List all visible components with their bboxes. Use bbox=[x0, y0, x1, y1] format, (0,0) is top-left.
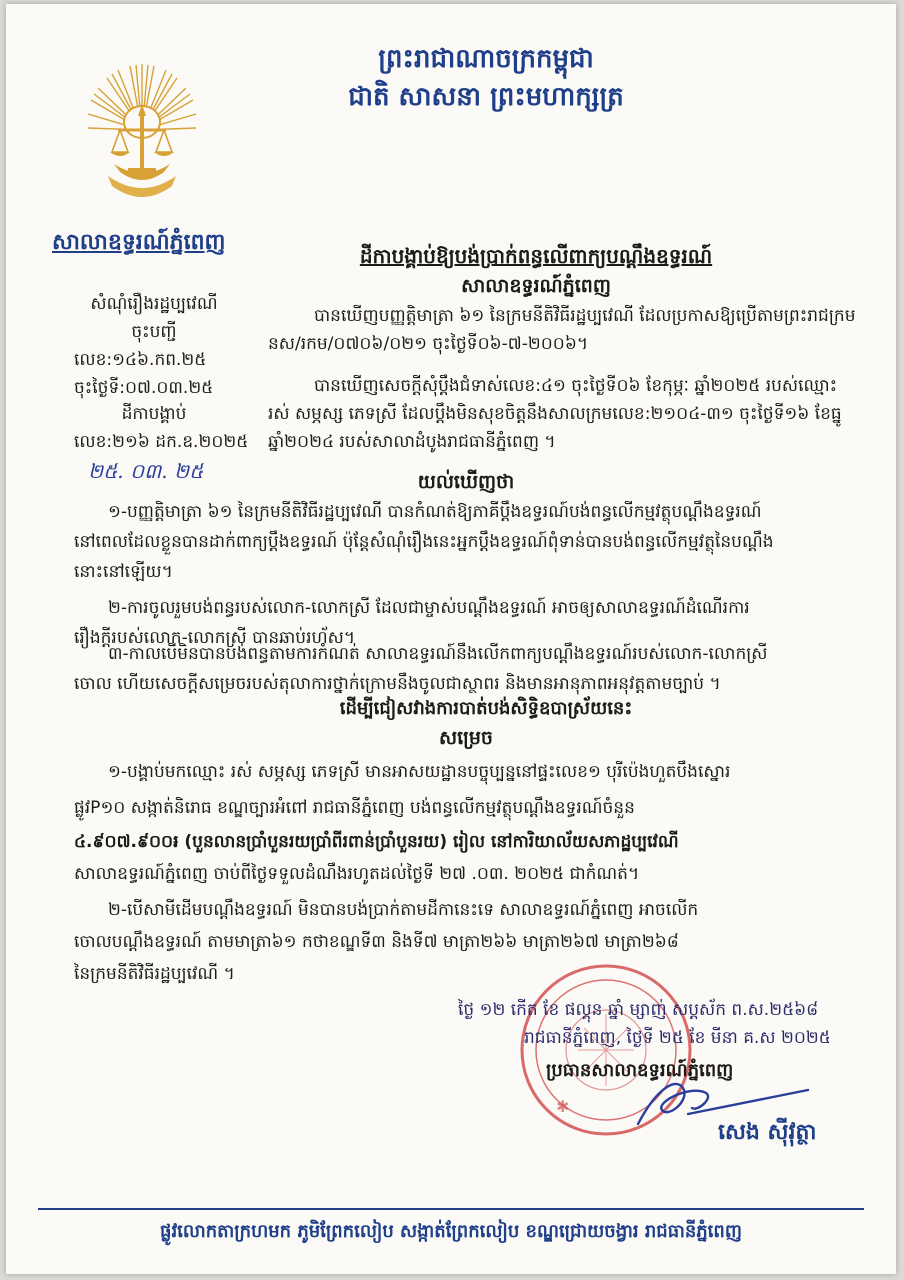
footer-address: ផ្លូវលោកតាក្រហមក ភូមិព្រែកលៀប សង្កាត់ព្រែកលៀប ខណ្ឌជ្រោយចង្វារ រាជធានីភ្នំពេញ bbox=[160, 1221, 742, 1242]
decision-line: ផ្លូវP១០ សង្កាត់និរោធ ខណ្ឌច្បារអំពៅ រាជធានីភ្នំពេញ បង់ពន្ធលើកម្មវត្ថុបណ្តឹងឧទ្ធរណ៍ចំនួន bbox=[74, 798, 635, 818]
document-page bbox=[6, 4, 896, 1274]
case-number: លេខ:១៤៦.កព.២៥ bbox=[74, 350, 207, 370]
preamble-line-4: រស់ សម្ភស្ស ភេទស្រី ដែលប្តឹងមិនសុខចិត្តនឹងសាលក្រមលេខ:២១០៤-៣១ ចុះថ្ងៃទី១៦ ខែធ្នូ bbox=[268, 404, 842, 424]
court-name: សាលាឧទ្ធរណ៍ភ្នំពេញ bbox=[52, 230, 226, 255]
preamble-line-2: នស/រកម/០៧០៦/០២១ ចុះថ្ងៃទី០៦-៧-២០០៦។ bbox=[268, 334, 589, 354]
decision-line: ៤.៩០៧.៩០០៛ (បួនលានប្រាំបួនរយប្រាំពីរពាន់ប្រាំបួនរយ) រៀល នៅការិយាល័យសភាដ្ឋប្បវេណី bbox=[74, 832, 679, 852]
considering-line: នោះនៅឡើយ។ bbox=[74, 562, 173, 582]
case-date: ចុះថ្ងៃទី:០៧.០៣.២៥ bbox=[74, 378, 214, 398]
order-label: ដីកាបង្គាប់ bbox=[121, 404, 187, 424]
document-title: ដីកាបង្គាប់ឱ្យបង់ប្រាក់ពន្ធលើពាក្យបណ្តឹងឧទ្ធរណ៍ bbox=[359, 244, 713, 268]
considering-line: ២-ការចូលរួមបង់ពន្ធរបស់លោក-លោកស្រី ដែលជាម្ចាស់បណ្តឹងឧទ្ធរណ៍ អាចឲ្យសាលាឧទ្ធរណ៍ដំណើរការ bbox=[108, 598, 750, 618]
signatory-title: ប្រធានសាលាឧទ្ធរណ៍ភ្នំពេញ bbox=[546, 1060, 734, 1081]
considering-line: រឿងក្តីរបស់លោក-លោកស្រី បានឆាប់រហ័ស។ bbox=[74, 628, 356, 648]
decision-line: ចោលបណ្តឹងឧទ្ធរណ៍ តាមមាត្រា៦១ កថាខណ្ឌទី៣ និងទី៧ មាត្រា២៦៦ មាត្រា២៦៧ មាត្រា២៦៨ bbox=[74, 932, 679, 952]
case-type-label: សំណុំរឿងរដ្ឋប្បវេណី bbox=[90, 294, 218, 314]
considering-heading: យល់ឃើញថា bbox=[417, 471, 515, 493]
issuer-name: សាលាឧទ្ធរណ៍ភ្នំពេញ bbox=[461, 275, 611, 297]
court-emblem-icon bbox=[84, 60, 200, 210]
considering-line: ៣-កាលបើមិនបានបង់ពន្ធតាមការកំណត់ សាលាឧទ្ធរណ៍នឹងលើកពាក្យបណ្តឹងឧទ្ធរណ៍របស់លោក-លោកស្រី bbox=[108, 644, 768, 664]
footer-rule bbox=[38, 1208, 864, 1210]
decision-line: នៃក្រមនីតិវិធីរដ្ឋប្បវេណី ។ bbox=[74, 964, 235, 984]
kingdom-title: ព្រះរាជាណាចក្រកម្ពុជា bbox=[378, 44, 594, 74]
registered-label: ចុះបញ្ជី bbox=[131, 322, 177, 342]
date-lunar: ថ្ងៃ ១២ កើត ខែ ផល្គុន ឆ្នាំ ម្សាញ់ សប្តស័ក ព.ស.២៥៦៨ bbox=[458, 1000, 819, 1020]
national-motto: ជាតិ សាសនា ព្រះមហាក្សត្រ bbox=[348, 82, 624, 112]
decision-line: ១-បង្គាប់មកឈ្មោះ រស់ សម្ភស្ស ភេទស្រី មានអាសយដ្ឋានបច្ចុប្បន្ននៅផ្ទះលេខ១ បុរីប៉េងហួតបឹងស្នោរ bbox=[108, 762, 731, 782]
order-number: លេខ:២១៦ ដក.ឧ.២០២៥ bbox=[74, 432, 249, 452]
preamble-line-3: បានឃើញសេចក្តីសុំប្តឹងជំទាស់លេខ:៤១ ចុះថ្ងៃទី០៦ ខែកុម្ភៈ ឆ្នាំ២០២៥ របស់ឈ្មោះ bbox=[314, 376, 838, 396]
svg-text:✱: ✱ bbox=[556, 1097, 570, 1116]
preamble-line-5: ឆ្នាំ២០២៤ របស់សាលាដំបូងរាជធានីភ្នំពេញ ។ bbox=[268, 432, 556, 452]
decision-heading: សម្រេច bbox=[439, 727, 493, 749]
order-date-handwritten: ២៥. ០៣. ២៥ bbox=[88, 459, 204, 483]
signatory-name: សេង ស៊ីវុត្ថា bbox=[718, 1120, 817, 1145]
considering-line: ១-បញ្ញត្តិមាត្រា ៦១ នៃក្រមនីតិវិធីរដ្ឋប្បវេណី បានកំណត់ឱ្យភាគីប្តឹងឧទ្ធរណ៍បង់ពន្ធលើកម្មវត្ថុបណ្តឹងឧទ្ធរណ៍ bbox=[108, 502, 762, 522]
decision-line: ២-បើសាមីដើមបណ្តឹងឧទ្ធរណ៍ មិនបានបង់ប្រាក់តាមដីកានេះទេ សាលាឧទ្ធរណ៍ភ្នំពេញ អាចលើក bbox=[108, 900, 699, 920]
decision-line: សាលាឧទ្ធរណ៍ភ្នំពេញ ចាប់ពីថ្ងៃទទួលដំណឹងរហូតដល់ថ្ងៃទី ២៧ .០៣. ២០២៥ ជាកំណត់។ bbox=[74, 864, 640, 884]
considering-line: ចោល ហើយសេចក្តីសម្រេចរបស់តុលាការថ្នាក់ក្រោមនឹងចូលជាស្ថាពរ និងមានអានុភាពអនុវត្តតាមច្បាប់ ។ bbox=[74, 674, 721, 694]
date-solar: រាជធានីភ្នំពេញ, ថ្ងៃទី ២៥ ខែ មីនា គ.ស ២០២៥ bbox=[524, 1028, 831, 1048]
preamble-line-1: បានឃើញបញ្ញត្តិមាត្រា ៦១ នៃក្រមនីតិវិធីរដ្ឋប្បវេណី ដែលប្រកាសឱ្យប្រើតាមព្រះរាជក្រម bbox=[314, 306, 856, 326]
considering-line: នៅពេលដែលខ្លួនបានដាក់ពាក្យប្តឹងឧទ្ធរណ៍ ប៉ុន្តែសំណុំរឿងនេះអ្នកប្តឹងឧទ្ធរណ៍ពុំទាន់បានបង់ពន្ធលើកម្មវត្ថុនៃបណ្តឹង bbox=[74, 532, 774, 552]
avoid-loss-heading: ដើម្បីជៀសវាងការបាត់បង់សិទ្ធិឧបាស្រ័យនេះ bbox=[339, 698, 633, 719]
